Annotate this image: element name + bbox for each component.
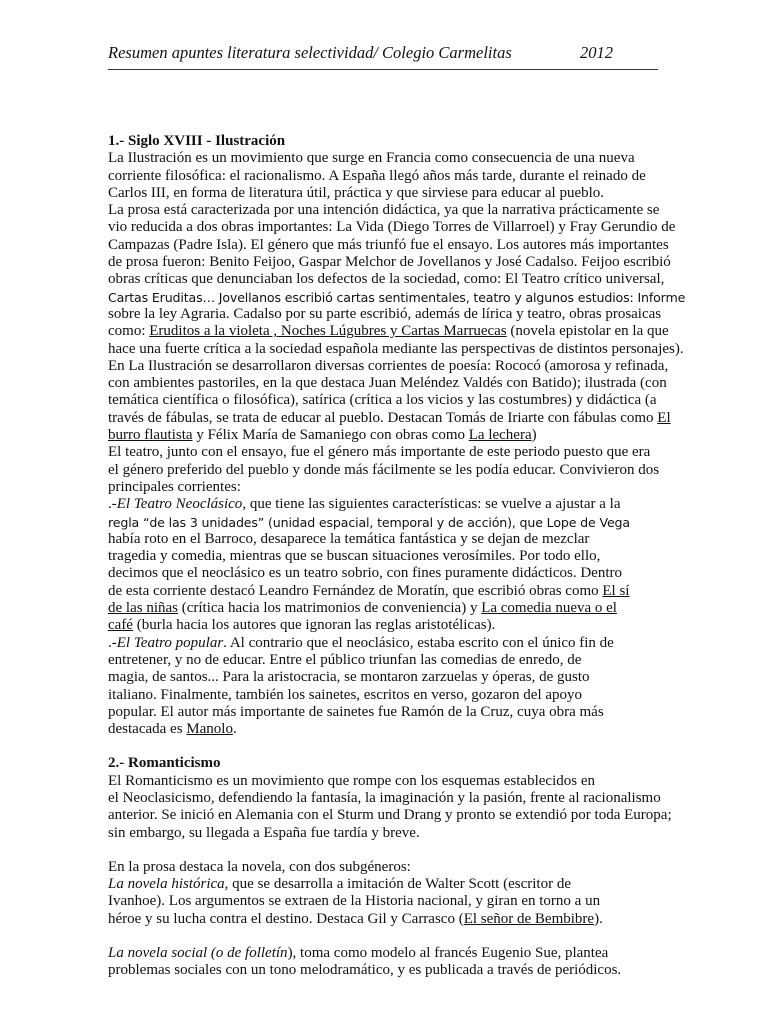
text-line: Campazas (Padre Isla). El género que más triunfó fue el ensayo. Los autores más importantes — [108, 236, 669, 253]
text-line: popular. El autor más importante de sainetes fue Ramón de la Cruz, cuya obra más — [108, 703, 604, 720]
term-novela-historica: La novela histórica — [108, 876, 225, 893]
text-line: problemas sociales con un tono melodramático, y es publicada a través de periódicos. — [108, 962, 622, 979]
text-span: . — [232, 721, 237, 738]
work-title: El — [657, 409, 671, 426]
text-line: La prosa está caracterizada por una intención didáctica, ya que la narrativa prácticamente se — [108, 202, 660, 219]
text-span: héroe y su lucha contra el destino. Destaca Gil y Carrasco ( — [108, 910, 464, 927]
text-span: , que tiene las siguientes características: se vuelve a ajustar a la — [242, 496, 621, 513]
text-span: .- — [108, 634, 117, 651]
text-line: sobre la ley Agraria. Cadalso por su parte escribió, además de lírica y teatro, obras prosaicas — [108, 305, 662, 322]
text-line: vio reducida a dos obras importantes: La Vida (Diego Torres de Villarroel) y Fray Gerundio de — [108, 219, 676, 236]
paragraph-ilustracion-intro — [108, 150, 656, 202]
text-line: hace una fuerte crítica a la sociedad española mediante las perspectivas de distintos personajes). — [108, 340, 684, 357]
paragraph-novela — [108, 859, 656, 928]
paragraph-spacer — [108, 928, 656, 945]
paragraph-spacer — [108, 842, 656, 859]
text-span: ) — [531, 427, 537, 444]
text-span: , que se desarrolla a imitación de Walter Scott (escritor de — [224, 876, 571, 893]
text-line: con ambientes pastoriles, en la que destaca Juan Meléndez Valdés con Batido); ilustrada (con — [108, 375, 667, 392]
text-line — [108, 583, 656, 600]
text-line: decimos que el neoclásico es un teatro sobrio, con fines puramente didácticos. Dentro — [108, 565, 622, 582]
text-line — [108, 945, 656, 962]
text-line — [108, 617, 656, 634]
section-heading-ilustracion: 1.- Siglo XVIII - Ilustración — [108, 133, 286, 149]
term-novela-social: La novela social (o de folletín — [108, 945, 288, 962]
section-heading-romanticismo: 2.- Romanticismo — [108, 755, 221, 772]
text-line: había roto en el Barroco, desaparece la temática fantástica y se dejan de mezclar — [108, 530, 590, 547]
document-body — [108, 133, 686, 980]
text-line — [108, 600, 656, 617]
work-title: de las niñas — [108, 600, 178, 617]
text-line: Carlos III, en forma de literatura útil, práctica y que sirviese para educar al pueblo. — [108, 184, 605, 201]
text-line: entretener, y no de educar. Entre el público triunfan las comedias de enredo, de — [108, 651, 582, 668]
paragraph-prosa — [108, 202, 686, 358]
text-span: (crítica hacia los matrimonios de conveniencia) y — [177, 600, 482, 617]
text-line: italiano. Finalmente, también los sainetes, escritos en verso, gozaron del apoyo — [108, 686, 583, 703]
text-line — [108, 409, 671, 427]
text-line: En la prosa destaca la novela, con dos subgéneros: — [108, 858, 411, 875]
work-title: burro flautista — [108, 427, 193, 444]
text-span: (novela epistolar en la que — [506, 323, 669, 340]
paragraph-poesia — [108, 357, 671, 444]
text-line: En La Ilustración se desarrollaron diversas corrientes de poesía: Rococó (amorosa y refinada, — [108, 357, 669, 374]
text-line: anterior. Se inició en Alemania con el Sturm und Drang y pronto se extendió por toda Europa; — [108, 807, 672, 824]
text-span: ), toma como modelo al francés Eugenio Sue, plantea — [287, 945, 609, 962]
work-title: El sí — [602, 582, 630, 599]
work-title: La lechera — [468, 427, 532, 444]
text-line: tragedia y comedia, mientras que se buscan situaciones verosímiles. Por todo ello, — [108, 548, 601, 565]
text-line — [108, 635, 656, 652]
text-span: de esta corriente destacó Leandro Fernández de Moratín, que escribió obras como — [108, 582, 603, 599]
work-title: Manolo — [186, 721, 233, 738]
text-line: corriente filosófica: el racionalismo. A España llegó años más tarde, durante el reinado de — [108, 167, 646, 184]
text-line: El teatro, junto con el ensayo, fue el género más importante de este periodo puesto que era — [108, 444, 651, 461]
text-line: Cartas Eruditas… Jovellanos escribió cartas sentimentales, teatro y algunos estudios: Informe — [108, 289, 686, 305]
term-teatro-popular: El Teatro popular — [116, 634, 224, 651]
text-line: temática científica o filosófica), satírica (crítica a los vicios y las costumbres) y didáctica (a — [108, 392, 657, 409]
works-title-cadalso: Eruditos a la violeta , Noches Lúgubres y Cartas Marruecas — [149, 323, 507, 340]
text-line: obras críticas que denunciaban los defectos de la sociedad, como: El Teatro crítico universal, — [108, 271, 665, 288]
text-line: de prosa fueron: Benito Feijoo, Gaspar Melchor de Jovellanos y José Cadalso. Feijoo escribió — [108, 254, 671, 271]
text-line — [108, 496, 656, 513]
term-teatro-neoclasico: El Teatro Neoclásico — [116, 496, 243, 513]
text-span: como: — [108, 323, 150, 340]
text-line: Ivanhoe). Los argumentos se extraen de la Historia nacional, y giran en torno a un — [108, 893, 601, 910]
text-line — [108, 721, 656, 738]
work-title: café — [108, 617, 133, 634]
text-span: destacada es — [108, 721, 187, 738]
text-line: principales corrientes: — [108, 478, 241, 495]
text-span: .- — [108, 496, 117, 513]
text-line: sin embargo, su llegada a España fue tardía y breve. — [108, 824, 420, 841]
text-line: el género preferido del pueblo y donde más fácilmente se les podía educar. Convivieron dos — [108, 461, 660, 478]
text-line — [108, 876, 656, 893]
text-line: el Neoclasicismo, defendiendo la fantasía, la imaginación y la pasión, frente al racionalismo — [108, 789, 661, 806]
text-line: La Ilustración es un movimiento que surge en Francia como consecuencia de una nueva — [108, 150, 635, 167]
text-line — [108, 911, 656, 928]
text-span: través de fábulas, se trata de educar al pueblo. Destacan Tomás de Iriarte con fábulas como — [108, 409, 658, 426]
paragraph-spacer — [108, 738, 656, 755]
paragraph-teatro-popular — [108, 635, 656, 739]
text-line — [108, 323, 669, 340]
text-line: regla “de las 3 unidades” (unidad espacial, temporal y de acción), que Lope de Vega — [108, 514, 630, 530]
paragraph-teatro — [108, 444, 660, 496]
header-year: 2012 — [580, 43, 613, 62]
paragraph-teatro-neoclasico — [108, 496, 656, 634]
text-span: ). — [594, 910, 603, 927]
text-span: . Al contrario que el neoclásico, estaba escrito con el único fin de — [223, 634, 614, 651]
text-span: y Félix María de Samaniego con obras como — [192, 427, 469, 444]
text-span: (burla hacia los autores que ignoran las reglas aristotélicas). — [132, 617, 496, 634]
text-line — [108, 427, 656, 444]
work-title: La comedia nueva o el — [481, 600, 617, 617]
header-title: Resumen apuntes literatura selectividad/ Colegio Carmelitas — [108, 43, 512, 62]
paragraph-novela-social — [108, 945, 656, 980]
page-header — [108, 43, 658, 70]
text-line: El Romanticismo es un movimiento que rompe con los esquemas establecidos en — [108, 772, 595, 789]
work-title: El señor de Bembibre — [463, 910, 595, 927]
paragraph-romanticismo-intro — [108, 772, 672, 842]
text-line: magia, de santos... Para la aristocracia, se montaron zarzuelas y óperas, de gusto — [108, 669, 590, 686]
